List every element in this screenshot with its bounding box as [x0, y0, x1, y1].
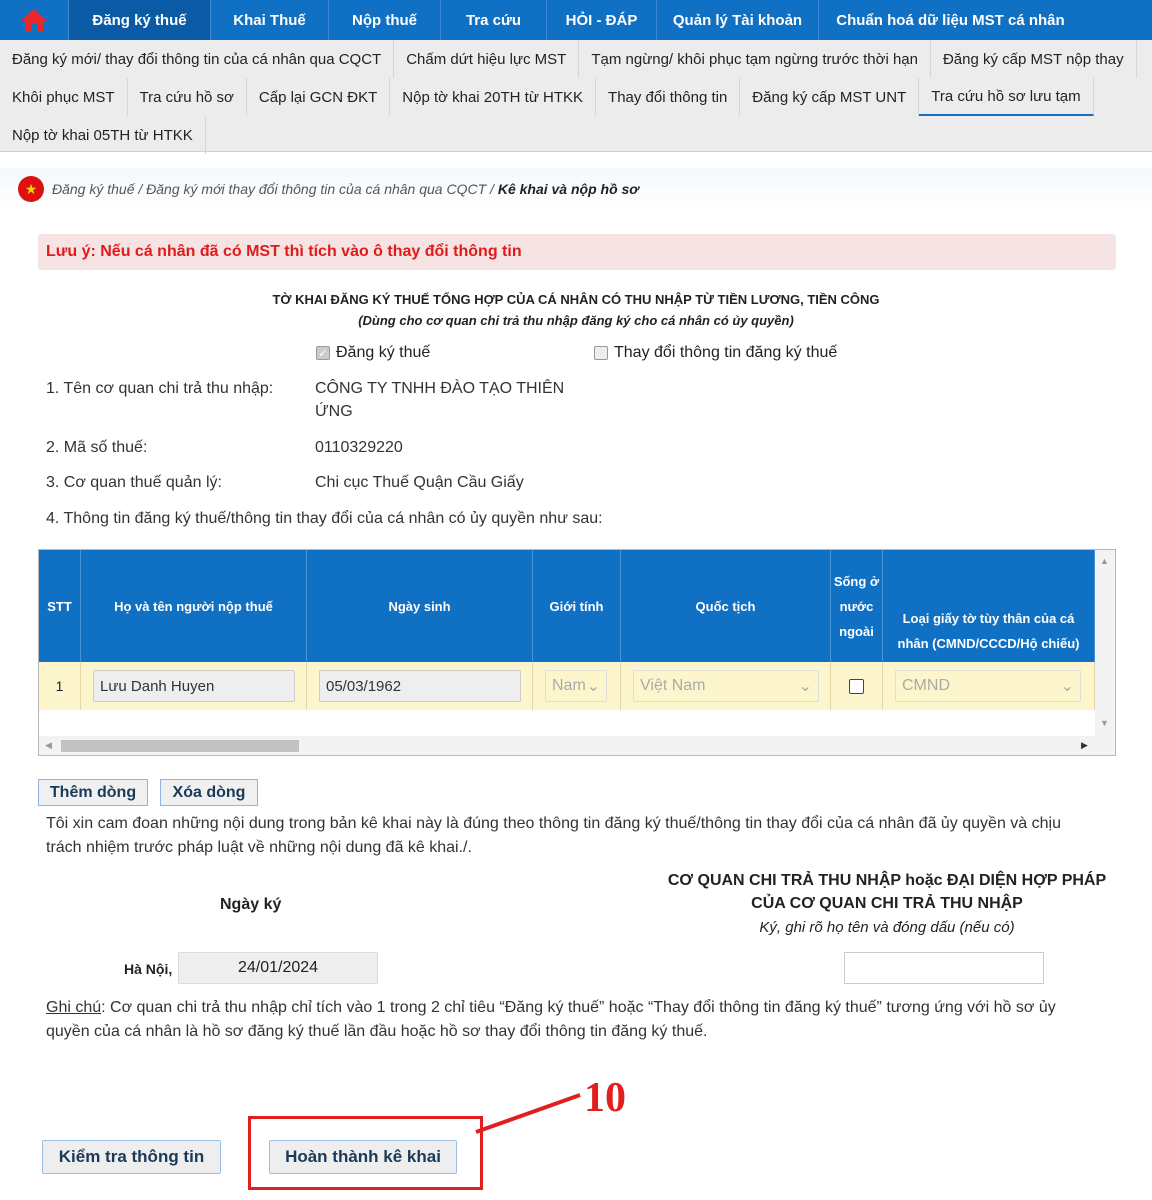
- field1-value-line2: ỨNG: [315, 403, 353, 420]
- submenu-tam-ngung[interactable]: Tạm ngừng/ khôi phục tạm ngừng trước thời hạn: [579, 40, 931, 78]
- form-subtitle: (Dùng cho cơ quan chi trả thu nhập đăng ký cho cá nhân có ủy quyền): [358, 313, 794, 328]
- footnote-text-1: : Cơ quan chi trả thu nhập chỉ tích vào 1 trong 2 chỉ tiêu “Đăng ký thuế” hoặc “Thay đổi thông tin đăng ký thuế” tương ứng với hồ sơ ủy: [101, 999, 1056, 1016]
- sign-date-input[interactable]: 24/01/2024: [178, 952, 378, 984]
- form-title: TỜ KHAI ĐĂNG KÝ THUẾ TỔNG HỢP CỦA CÁ NHÂN CÓ THU NHẬP TỪ TIỀN LƯƠNG, TIỀN CÔNG: [272, 292, 880, 307]
- check-info-button[interactable]: Kiểm tra thông tin: [42, 1140, 221, 1174]
- field1-value-line1: CÔNG TY TNHH ĐÀO TẠO THIÊN: [315, 380, 565, 397]
- nav-chuan-hoa-du-lieu[interactable]: Chuẩn hoá dữ liệu MST cá nhân: [818, 0, 1082, 40]
- scroll-down-icon[interactable]: ▼: [1100, 718, 1109, 728]
- submenu-nop-05th[interactable]: Nộp tờ khai 05TH từ HTKK: [0, 116, 206, 154]
- submenu-cap-lai-gcn[interactable]: Cấp lại GCN ĐKT: [247, 78, 390, 116]
- declaration-line-2: trách nhiệm trước pháp luật về những nội dung đã kê khai./.: [46, 839, 472, 856]
- sub-menu: [0, 40, 1152, 152]
- name-input[interactable]: Lưu Danh Huyen: [93, 670, 295, 702]
- annotation-step-number: 10: [584, 1075, 626, 1121]
- submenu-cham-dut[interactable]: Chấm dứt hiệu lực MST: [394, 40, 579, 78]
- nav-hoi-dap[interactable]: HỎI - ĐÁP: [546, 0, 656, 40]
- sign-date-label: Ngày ký: [220, 896, 282, 913]
- submenu-cap-mst-unt[interactable]: Đăng ký cấp MST UNT: [740, 78, 919, 116]
- nav-tra-cuu[interactable]: Tra cứu: [440, 0, 546, 40]
- declaration-line-1: Tôi xin cam đoan những nội dung trong bản kê khai này là đúng theo thông tin đăng ký thuế/thông tin thay đổi của cá nhân đã ủy quyền và chịu: [46, 815, 1061, 832]
- field2-value: 0110329220: [315, 439, 403, 456]
- sub-menu-row-1: [0, 40, 1137, 78]
- org-title-line2: CỦA CƠ QUAN CHI TRẢ THU NHẬP: [751, 895, 1023, 912]
- change-checkbox-label: Thay đổi thông tin đăng ký thuế: [614, 344, 838, 361]
- field1-label: 1. Tên cơ quan chi trả thu nhập:: [46, 380, 274, 397]
- sub-menu-row-2: [0, 78, 1094, 116]
- th-abroad: Sống ở nước ngoài: [831, 550, 883, 662]
- nav-khai-thue[interactable]: Khai Thuế: [210, 0, 328, 40]
- annotation-arrow: [470, 1090, 582, 1140]
- note-banner: Lưu ý: Nếu cá nhân đã có MST thì tích vào ô thay đổi thông tin: [38, 234, 1116, 270]
- emblem-icon: ★: [18, 176, 44, 202]
- submenu-khoi-phuc-mst[interactable]: Khôi phục MST: [0, 78, 128, 116]
- org-signature-input[interactable]: [844, 952, 1044, 984]
- field4-label: 4. Thông tin đăng ký thuế/thông tin thay đổi của cá nhân có ủy quyền như sau:: [46, 510, 603, 527]
- submenu-thay-doi-thong-tin[interactable]: Thay đổi thông tin: [596, 78, 740, 116]
- field3-value: Chi cục Thuế Quận Cầu Giấy: [315, 474, 524, 491]
- horizontal-scrollbar[interactable]: [39, 736, 1116, 756]
- breadcrumb-current: Kê khai và nộp hồ sơ: [497, 181, 639, 197]
- sub-menu-row-3: [0, 116, 206, 154]
- vertical-scrollbar[interactable]: [1095, 550, 1115, 736]
- top-nav: [0, 0, 1152, 40]
- chevron-down-icon: ⌄: [586, 678, 600, 695]
- scroll-left-icon[interactable]: ◀: [45, 740, 52, 750]
- gender-select[interactable]: [545, 670, 607, 702]
- nav-nop-thue[interactable]: Nộp thuế: [328, 0, 440, 40]
- org-title-line1: CƠ QUAN CHI TRẢ THU NHẬP hoặc ĐẠI DIỆN HỢP PHÁP: [667, 872, 1107, 889]
- th-dob: Ngày sinh: [307, 550, 533, 662]
- delete-row-button[interactable]: Xóa dòng: [160, 779, 258, 806]
- org-hint: Ký, ghi rõ họ tên và đóng dấu (nếu có): [759, 919, 1015, 936]
- chevron-down-icon: ⌄: [798, 678, 812, 695]
- idtype-select[interactable]: [895, 670, 1081, 702]
- nav-dang-ky-thue[interactable]: Đăng ký thuế: [68, 0, 210, 40]
- submenu-dang-ky-moi[interactable]: Đăng ký mới/ thay đổi thông tin của cá nhân qua CQCT: [0, 40, 394, 78]
- change-checkbox-group: [594, 344, 837, 362]
- field2-label: 2. Mã số thuế:: [46, 439, 148, 456]
- cell-stt: 1: [39, 662, 81, 710]
- home-icon: [19, 7, 49, 33]
- add-row-button[interactable]: Thêm dòng: [38, 779, 148, 806]
- annotation-highlight-box: [248, 1116, 483, 1190]
- table-header: [39, 550, 1095, 662]
- home-button[interactable]: [0, 0, 68, 40]
- footnote-line-1: [46, 996, 1056, 1020]
- chevron-down-icon: ⌄: [1060, 678, 1074, 695]
- taxpayer-table: [38, 549, 1116, 756]
- nav-quan-ly-tai-khoan[interactable]: Quản lý Tài khoản: [656, 0, 818, 40]
- nationality-value: Việt Nam: [640, 677, 706, 694]
- field3-label: 3. Cơ quan thuế quản lý:: [46, 474, 222, 491]
- scroll-up-icon[interactable]: ▲: [1100, 556, 1109, 566]
- change-checkbox[interactable]: [594, 346, 608, 360]
- complete-declaration-button[interactable]: Hoàn thành kê khai: [269, 1140, 457, 1174]
- submenu-tra-cuu-luu-tam[interactable]: Tra cứu hồ sơ lưu tạm: [919, 78, 1093, 116]
- th-nationality: Quốc tịch: [621, 550, 831, 662]
- register-checkbox-group: [316, 344, 430, 362]
- breadcrumb: [0, 168, 1152, 210]
- scroll-right-icon[interactable]: ▶: [1081, 740, 1088, 750]
- dob-input[interactable]: 05/03/1962: [319, 670, 521, 702]
- horizontal-scroll-thumb[interactable]: [61, 740, 299, 752]
- idtype-value: CMND: [902, 677, 950, 694]
- gender-value: Nam: [552, 677, 586, 694]
- footnote-label: Ghi chú: [46, 999, 102, 1016]
- abroad-checkbox[interactable]: [849, 679, 864, 694]
- table-row: [39, 662, 1095, 710]
- submenu-tra-cuu-ho-so[interactable]: Tra cứu hồ sơ: [128, 78, 247, 116]
- register-checkbox-label: Đăng ký thuế: [336, 344, 431, 361]
- submenu-cap-mst-nop-thay[interactable]: Đăng ký cấp MST nộp thay: [931, 40, 1137, 78]
- sign-place: Hà Nội,: [124, 961, 173, 977]
- th-stt: STT: [39, 550, 81, 662]
- register-checkbox[interactable]: ✓: [316, 346, 330, 360]
- th-name: Họ và tên người nộp thuế: [81, 550, 307, 662]
- breadcrumb-path[interactable]: Đăng ký thuế / Đăng ký mới thay đổi thông tin của cá nhân qua CQCT /: [52, 181, 494, 197]
- th-gender: Giới tính: [533, 550, 621, 662]
- submenu-nop-20th[interactable]: Nộp tờ khai 20TH từ HTKK: [390, 78, 596, 116]
- footnote-line-2: quyền của cá nhân là hồ sơ đăng ký thuế lần đầu hoặc hồ sơ thay đổi thông tin đăng ký thuế.: [46, 1023, 708, 1040]
- nationality-select[interactable]: [633, 670, 819, 702]
- th-idtype: Loại giấy tờ tùy thân của cá nhân (CMND/CCCD/Hộ chiếu): [883, 550, 1095, 662]
